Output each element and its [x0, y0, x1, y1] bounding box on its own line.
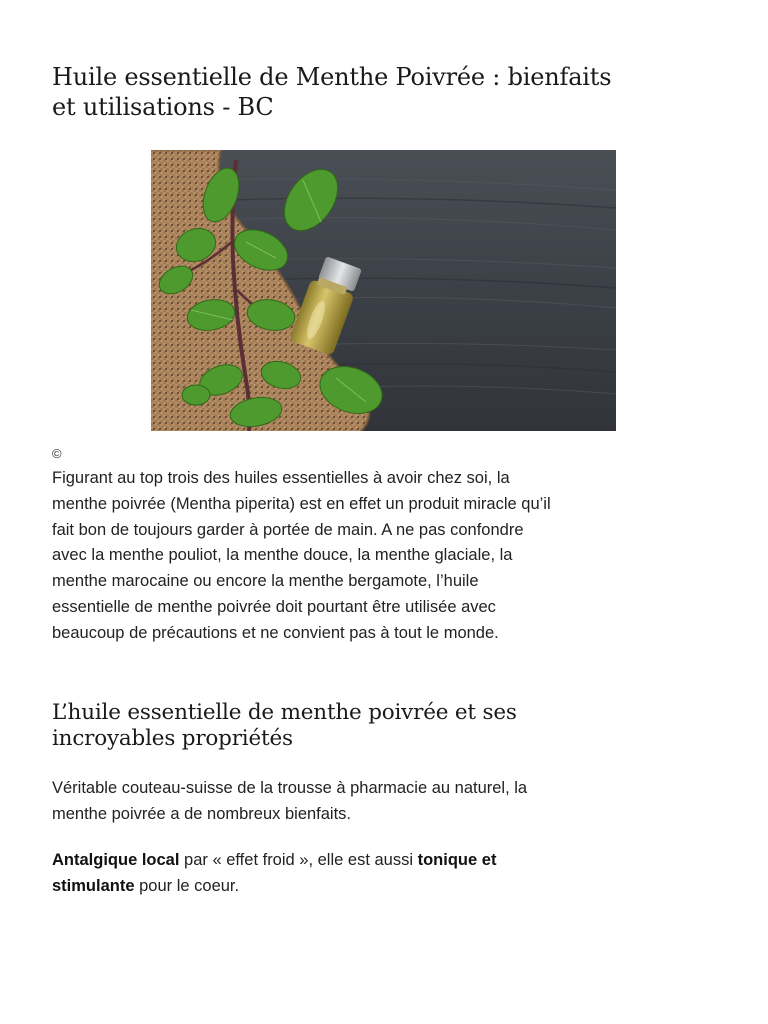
section-intro-paragraph: Véritable couteau-suisse de la trousse à pharmacie au naturel, la menthe poivrée a de nombreux bienfaits.: [52, 779, 528, 823]
benefit-text-2: pour le coeur.: [134, 876, 240, 895]
benefit-text-1: par « effet froid », elle est aussi: [179, 851, 418, 869]
image-credit: ©: [52, 446, 62, 461]
section-heading: L’huile essentielle de menthe poivrée et ses incroyables propriétés: [52, 700, 517, 751]
intro-paragraph: Figurant au top trois des huiles essentielles à avoir chez soi, la menthe poivrée (Mentha piperita) est en effet un produit miracle qu’il fait bon de toujours garder à portée de main. A ne pas confondre avec la menthe pouliot, la menthe douce, la menthe glaciale, la menthe marocaine ou encore la menthe bergamote, l’huile essentielle de menthe poivrée doit pourtant être utilisée avec beaucoup de précautions et ne convient pas à tout le monde.: [52, 469, 551, 642]
benefit-antalgique: Antalgique local: [52, 851, 180, 869]
hero-image: [151, 150, 616, 431]
article-title: Huile essentielle de Menthe Poivrée : bienfaits et utilisations - BC: [52, 63, 612, 121]
benefits-paragraph: [52, 848, 552, 900]
benefit-tonique: tonique et stimulante: [52, 851, 497, 895]
